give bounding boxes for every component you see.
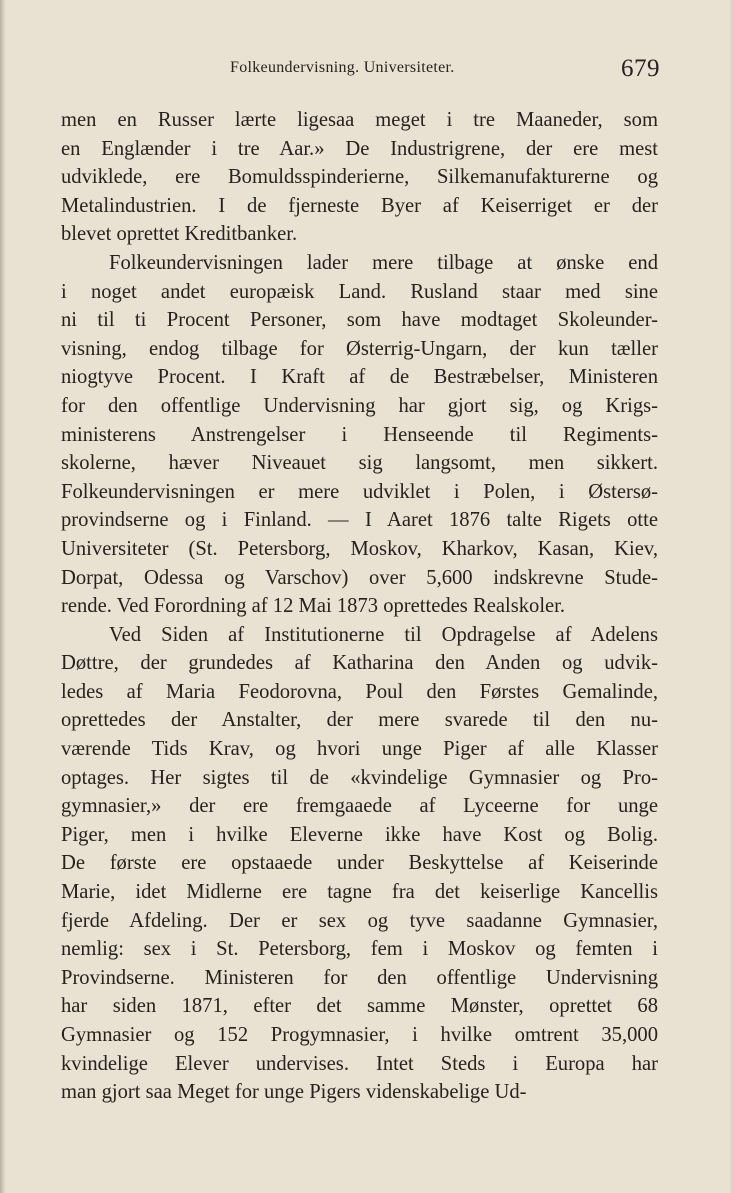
text-line: Gymnasier og 152 Progymnasier, i hvilke omtrent 35,000 <box>61 1024 658 1046</box>
page-binding-edge <box>0 0 6 1193</box>
text-line: kvindelige Elever undervises. Intet Steds i Europa har <box>61 1052 658 1075</box>
text-line: Metalindustrien. I de fjerneste Byer af Keiserriget er der <box>61 194 658 217</box>
text-line: niogtyve Procent. I Kraft af de Bestræbelser, Ministeren <box>61 366 658 389</box>
text-line: fjerde Afdeling. Der er sex og tyve saadanne Gymnasier, <box>61 909 658 932</box>
text-line: i noget andet europæisk Land. Rusland staar med sine <box>61 280 658 303</box>
text-line: Dorpat, Odessa og Varschov) over 5,600 indskrevne Stude- <box>61 566 658 589</box>
text-line: ledes af Maria Feodorovna, Poul den Førstes Gemalinde, <box>61 680 658 703</box>
text-line: Døttre, der grundedes af Katharina den Anden og udvik- <box>61 652 658 675</box>
text-line: man gjort saa Meget for unge Pigers videnskabelige Ud- <box>61 1081 527 1104</box>
paragraph <box>61 106 658 249</box>
text-line: men en Russer lærte ligesaa meget i tre Maaneder, som <box>61 109 658 131</box>
running-title: Folkeundervisning. Universiteter. <box>230 59 455 76</box>
text-line: har siden 1871, efter det samme Mønster, oprettet 68 <box>61 995 658 1018</box>
page-outer-edge <box>729 0 733 1193</box>
text-line: en Englænder i tre Aar.» De Industrigrene, der ere mest <box>61 137 658 160</box>
text-line: rende. Ved Forordning af 12 Mai 1873 oprettedes Realskoler. <box>61 595 566 618</box>
text-line: provindserne og i Finland. — I Aaret 1876 talte Rigets otte <box>61 509 658 532</box>
text-line: oprettedes der Anstalter, der mere svarede til den nu- <box>61 709 658 732</box>
text-line: ministerens Anstrengelser i Henseende til Regiments- <box>61 423 658 446</box>
text-line: gymnasier,» der ere fremgaaede af Lyceerne for unge <box>61 795 658 818</box>
paragraph <box>61 249 658 621</box>
paragraph <box>61 621 658 1107</box>
text-line: optages. Her sigtes til de «kvindelige Gymnasier og Pro- <box>61 766 658 789</box>
page-header <box>0 57 733 87</box>
text-line: blevet oprettet Kreditbanker. <box>61 223 298 246</box>
text-line: visning, endog tilbage for Østerrig-Ungarn, der kun tæller <box>61 337 658 360</box>
text-line: udviklede, ere Bomuldsspinderierne, Silkemanufakturerne og <box>61 166 658 189</box>
text-line: De første ere opstaaede under Beskyttelse af Keiserinde <box>61 852 658 875</box>
text-line: Universiteter (St. Petersborg, Moskov, Kharkov, Kasan, Kiev, <box>61 537 658 560</box>
text-line: for den offentlige Undervisning har gjort sig, og Krigs- <box>61 394 658 417</box>
text-line: Folkeundervisningen er mere udviklet i Polen, i Østersø- <box>61 480 658 503</box>
text-line: værende Tids Krav, og hvori unge Piger af alle Klasser <box>61 738 658 761</box>
text-line: Provindserne. Ministeren for den offentlige Undervisning <box>61 966 658 989</box>
body-text <box>61 106 658 1107</box>
text-line: Piger, men i hvilke Eleverne ikke have Kost og Bolig. <box>61 823 658 846</box>
text-line: nemlig: sex i St. Petersborg, fem i Moskov og femten i <box>61 938 658 961</box>
text-line: ni til ti Procent Personer, som have modtaget Skoleunder- <box>61 309 658 332</box>
text-line: Folkeundervisningen lader mere tilbage at ønske end <box>109 251 658 274</box>
text-line: Marie, idet Midlerne ere tagne fra det keiserlige Kancellis <box>61 881 658 904</box>
page-number: 679 <box>621 55 660 82</box>
text-line: Ved Siden af Institutionerne til Opdragelse af Adelens <box>109 623 658 646</box>
text-line: skolerne, hæver Niveauet sig langsomt, men sikkert. <box>61 452 658 475</box>
